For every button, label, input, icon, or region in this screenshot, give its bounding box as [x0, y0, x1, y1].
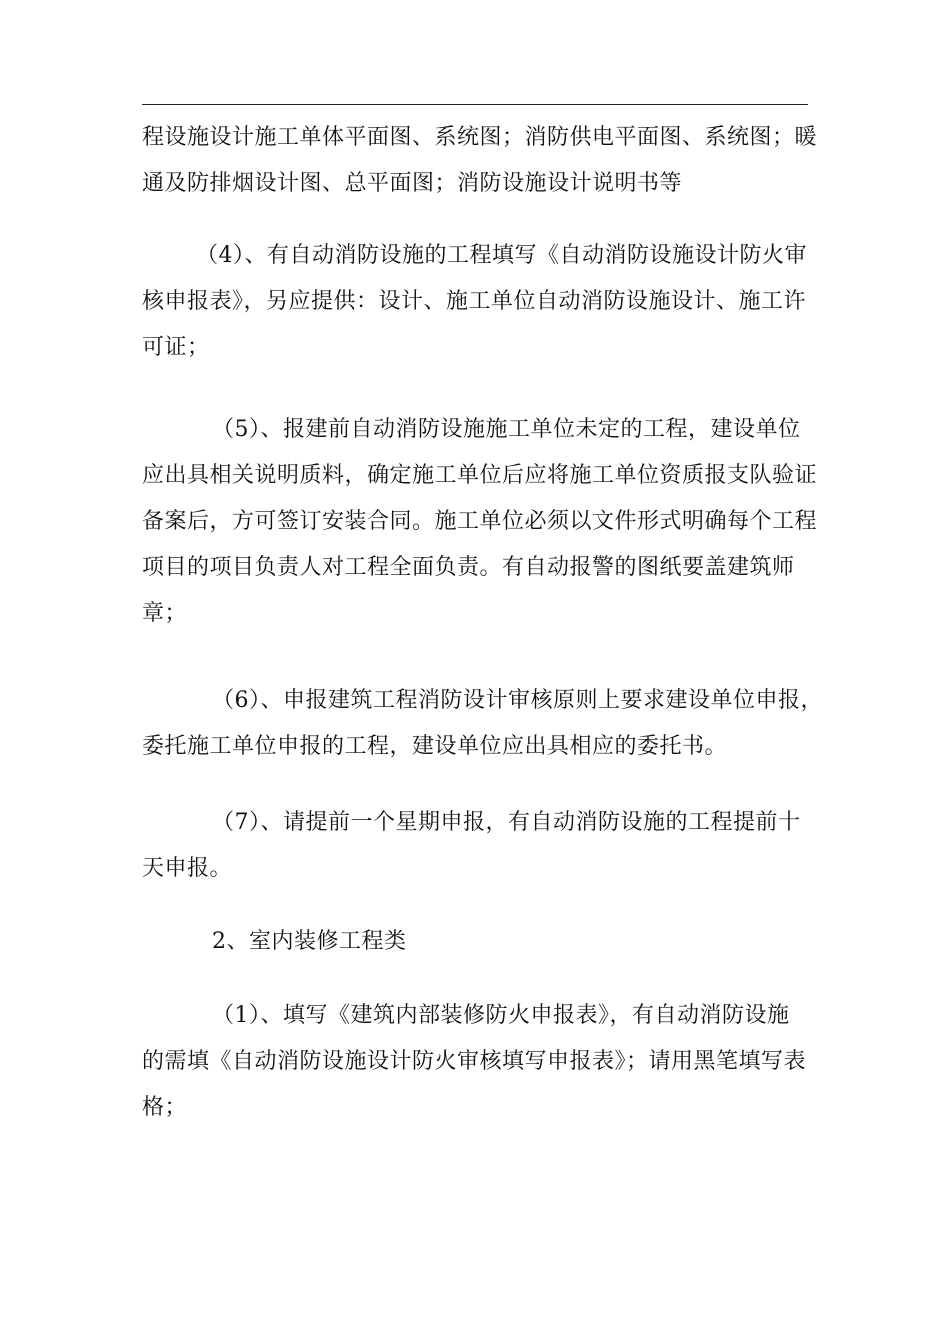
text-line: 格； [142, 1095, 188, 1120]
paragraph-item-5 [142, 407, 818, 637]
text-line: 应出具相关说明质料，确定施工单位后应将施工单位资质报支队验证 [142, 463, 818, 488]
text-line: 可证； [142, 335, 210, 360]
text-line: 章； [142, 601, 188, 626]
text-line: 委托施工单位申报的工程，建设单位应出具相应的委托书。 [142, 734, 728, 759]
text-line: 项目的项目负责人对工程全面负责。有自动报警的图纸要盖建筑师 [142, 555, 795, 580]
text-line: 通及防排烟设计图、总平面图；消防设施设计说明书等 [142, 171, 683, 196]
text-line: 天申报。 [142, 856, 233, 881]
header-rule [142, 104, 808, 105]
text-line: （4）、有自动消防设施的工程填写《自动消防设施设计防火审 [196, 243, 807, 268]
text-line: 的需填《自动消防设施设计防火审核填写申报表》；请用黑笔填写表 [142, 1049, 807, 1074]
text-line: （6）、申报建筑工程消防设计审核原则上要求建设单位申报， [212, 688, 823, 713]
text-line: 备案后，方可签订安装合同。施工单位必须以文件形式明确每个工程 [142, 509, 818, 534]
paragraph-item-4 [142, 233, 812, 371]
section-heading [142, 919, 812, 965]
text-line: （1）、填写《建筑内部装修防火申报表》，有自动消防设施 [212, 1003, 790, 1028]
paragraph-item-7 [142, 800, 812, 892]
paragraph-item-6 [142, 678, 823, 770]
paragraph-section2-item-1 [142, 993, 812, 1131]
text-line: （5）、报建前自动消防设施施工单位未定的工程，建设单位 [212, 417, 801, 442]
text-line: 程设施设计施工单体平面图、系统图；消防供电平面图、系统图；暖 [142, 125, 818, 150]
paragraph-continuation [142, 115, 818, 207]
text-line: 核申报表》，另应提供：设计、施工单位自动消防设施设计、施工许 [142, 289, 807, 314]
text-line: （7）、请提前一个星期申报，有自动消防设施的工程提前十 [212, 810, 801, 835]
section-title: 2、室内装修工程类 [212, 929, 407, 954]
